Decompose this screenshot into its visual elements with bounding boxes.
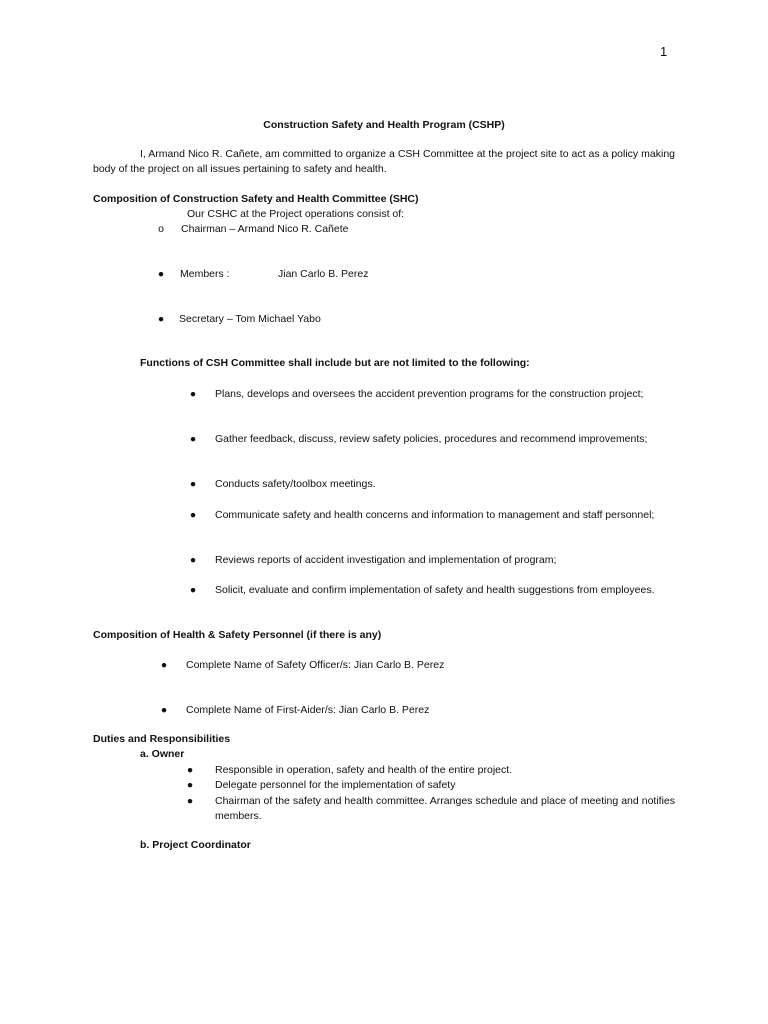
owner-duty-item: Delegate personnel for the implementation of safety (215, 779, 456, 791)
page-number: 1 (660, 44, 668, 59)
chairman-line: Chairman – Armand Nico R. Cañete (181, 223, 349, 235)
composition-heading: Composition of Construction Safety and Health Committee (SHC) (93, 193, 419, 205)
function-bullet: ● (189, 433, 197, 445)
owner-duty-item: Responsible in operation, safety and health of the entire project. (215, 764, 513, 776)
function-item: Reviews reports of accident investigation and implementation of program; (215, 554, 557, 566)
document-title: Construction Safety and Health Program (CSHP) (263, 119, 505, 131)
chairman-bullet: o (158, 223, 164, 235)
function-bullet: ● (189, 509, 197, 521)
intro-paragraph: I, Armand Nico R. Cañete, am committed to organize a CSH Committee at the project site to act as a policy making body of the project on all issues pertaining to safety and health. (93, 148, 675, 175)
owner-bullet: ● (186, 764, 194, 776)
members-value: Jian Carlo B. Perez (278, 268, 369, 280)
members-bullet: ● (157, 268, 165, 280)
function-item: Communicate safety and health concerns and information to management and staff personnel; (215, 509, 655, 521)
function-item: Conducts safety/toolbox meetings. (215, 478, 376, 490)
function-bullet: ● (189, 388, 197, 400)
personnel-bullet: ● (160, 659, 168, 671)
duties-heading: Duties and Responsibilities (93, 733, 231, 745)
function-item: Solicit, evaluate and confirm implementation of safety and health suggestions from employees. (215, 584, 655, 596)
function-bullet: ● (189, 584, 197, 596)
members-label: Members : (180, 268, 230, 280)
owner-label: a. Owner (140, 748, 185, 760)
coordinator-label: b. Project Coordinator (140, 839, 251, 851)
owner-bullet: ● (186, 795, 194, 807)
owner-duty-item: Chairman of the safety and health committee. Arranges schedule and place of meeting and notifies members. (215, 795, 675, 822)
safety-officer-line: Complete Name of Safety Officer/s: Jian Carlo B. Perez (186, 659, 445, 671)
functions-heading: Functions of CSH Committee shall include but are not limited to the following: (140, 357, 530, 369)
personnel-bullet: ● (160, 704, 168, 716)
function-item: Plans, develops and oversees the accident prevention programs for the construction project; (215, 388, 644, 400)
owner-bullet: ● (186, 779, 194, 791)
function-bullet: ● (189, 478, 197, 490)
function-bullet: ● (189, 554, 197, 566)
secretary-bullet: ● (157, 313, 165, 325)
secretary-line: Secretary – Tom Michael Yabo (179, 313, 321, 325)
personnel-heading: Composition of Health & Safety Personnel (if there is any) (93, 629, 382, 641)
first-aider-line: Complete Name of First-Aider/s: Jian Carlo B. Perez (186, 704, 430, 716)
composition-lead: Our CSHC at the Project operations consist of: (187, 208, 405, 220)
function-item: Gather feedback, discuss, review safety policies, procedures and recommend improvements; (215, 433, 648, 445)
